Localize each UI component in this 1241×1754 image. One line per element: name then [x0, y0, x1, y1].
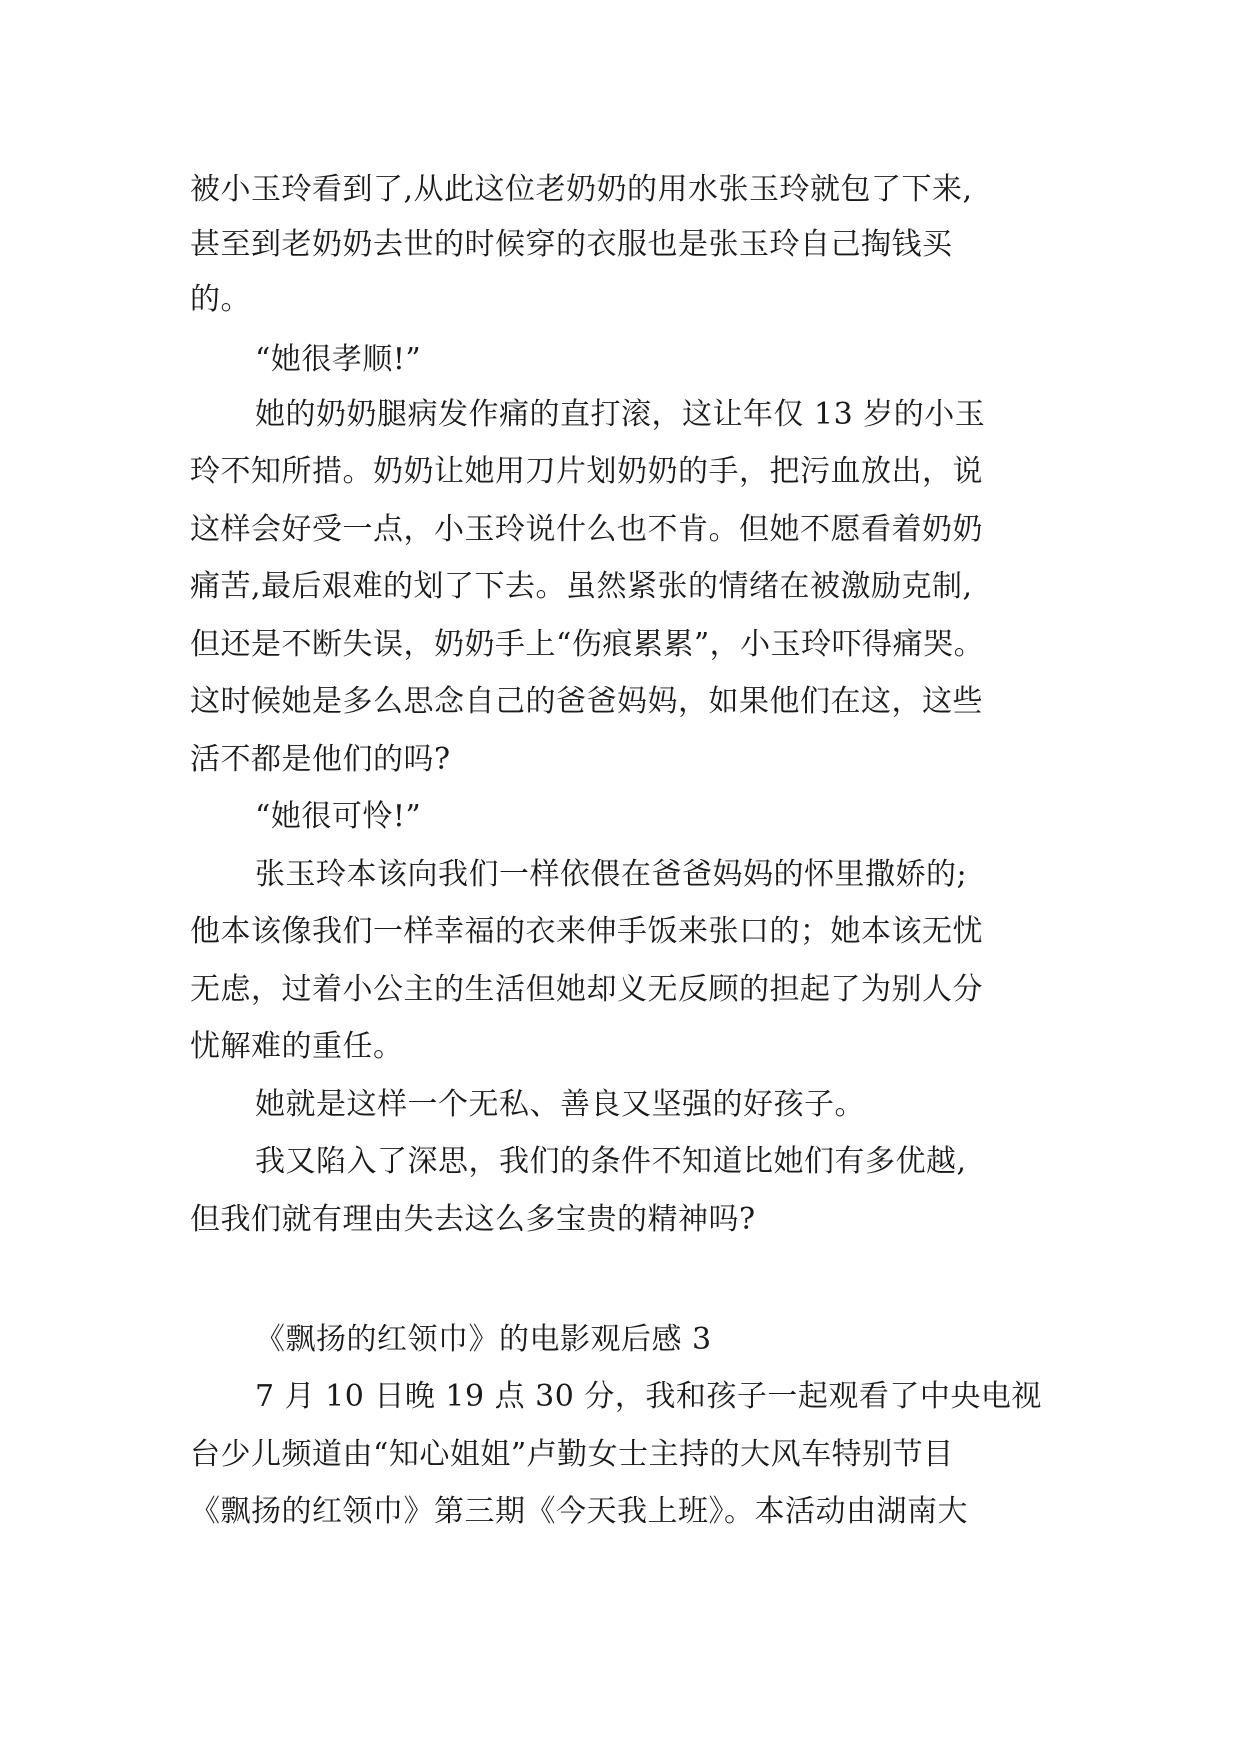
paragraph-line: 他本该像我们一样幸福的衣来伸手饭来张口的；她本该无忧	[190, 914, 983, 949]
paragraph-line: 我又陷入了深思，我们的条件不知道比她们有多优越,	[255, 1144, 967, 1179]
paragraph-line: 张玉玲本该向我们一样依偎在爸爸妈妈的怀里撒娇的;	[255, 857, 968, 892]
paragraph-line: 台少儿频道由“知心姐姐”卢勤女士主持的大风车特别节目	[190, 1437, 954, 1472]
paragraph-line: 但还是不断失误，奶奶手上“伤痕累累”，小玉玲吓得痛哭。	[190, 627, 985, 662]
paragraph-line: 无虑，过着小公主的生活但她却义无反顾的担起了为别人分	[190, 972, 983, 1007]
paragraph-line: 痛苦,最后艰难的划了下去。虽然紧张的情绪在被激励克制,	[190, 569, 973, 604]
paragraph-line: 她就是这样一个无私、善良又坚强的好孩子。	[255, 1087, 865, 1122]
paragraph-line: 甚至到老奶奶去世的时候穿的衣服也是张玉玲自己掏钱买	[190, 227, 953, 262]
quote-line: “她很孝顺!”	[255, 342, 422, 377]
quote-line: “她很可怜!”	[255, 799, 422, 834]
paragraph-line: 被小玉玲看到了,从此这位老奶奶的用水张玉玲就包了下来,	[190, 172, 973, 207]
paragraph-line: 玲不知所措。奶奶让她用刀片划奶奶的手，把污血放出，说	[190, 454, 983, 489]
paragraph-line: 这样会好受一点，小玉玲说什么也不肯。但她不愿看着奶奶	[190, 512, 983, 547]
paragraph-line: 这时候她是多么思念自己的爸爸妈妈，如果他们在这，这些	[190, 684, 983, 719]
paragraph-line: 但我们就有理由失去这么多宝贵的精神吗?	[190, 1202, 756, 1237]
paragraph-line: 活不都是他们的吗?	[190, 742, 451, 777]
paragraph-line: 《飘扬的红领巾》第三期《今天我上班》。本活动由湖南大	[190, 1494, 968, 1529]
paragraph-line: 的。	[190, 282, 251, 317]
paragraph-line: 忧解难的重任。	[190, 1029, 404, 1064]
section-heading: 《飘扬的红领巾》的电影观后感 3	[255, 1322, 712, 1357]
paragraph-line: 7 月 10 日晚 19 点 30 分，我和孩子一起观看了中央电视	[255, 1379, 1042, 1414]
paragraph-line: 她的奶奶腿病发作痛的直打滚，这让年仅 13 岁的小玉	[255, 397, 986, 432]
